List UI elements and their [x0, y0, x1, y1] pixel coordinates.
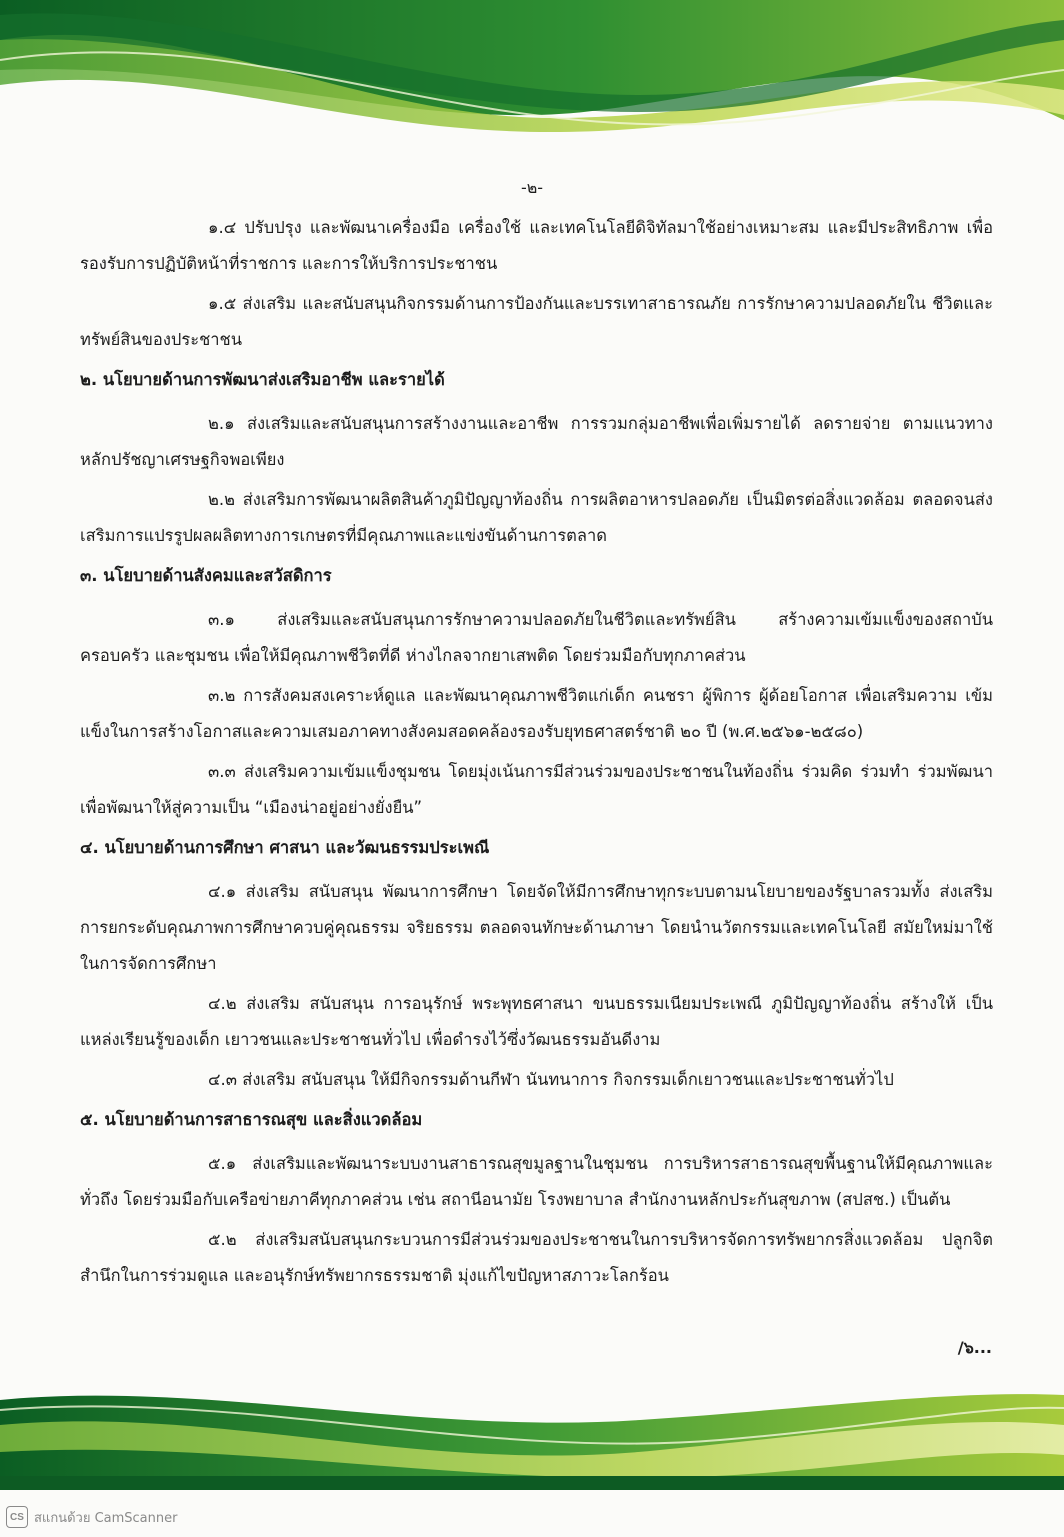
- scanner-watermark: [6, 1505, 177, 1529]
- continue-marker: /๖...: [957, 1338, 992, 1357]
- section-heading: ๒. นโยบายด้านการพัฒนาส่งเสริมอาชีพ และรายได้: [80, 370, 445, 389]
- policy-item-text: ๔.๓ ส่งเสริม สนับสนุน ให้มีกิจกรรมด้านกีฬา นันทนาการ กิจกรรมเด็กเยาวชนและประชาชนทั่วไป: [208, 1070, 894, 1089]
- policy-item: [80, 210, 993, 282]
- wave-graphic: [0, 1380, 1064, 1490]
- policy-item: [80, 874, 993, 982]
- policy-item: [80, 1062, 993, 1098]
- policy-item-text: ๓.๒ การสังคมสงเคราะห์ดูแล และพัฒนาคุณภาพชีวิตแก่เด็ก คนชรา ผู้พิการ ผู้ด้อยโอกาส เพื่อเสริมความ เข้มแข็งในการสร้างโอกาสและความเสมอภาคทางสังคมสอดคล้องรองรับยุทธศาสตร์ชาติ ๒๐ ปี (พ.ศ.๒๕๖๑-๒๕๘๐): [80, 686, 993, 741]
- document-body: [80, 210, 993, 1298]
- policy-item: [80, 406, 993, 478]
- policy-item-text: ๓.๑ ส่งเสริมและสนับสนุนการรักษาความปลอดภัยในชีวิตและทรัพย์สิน สร้างความเข้มแข็งของสถาบัน ครอบครัว และชุมชน เพื่อให้มีคุณภาพชีวิตที่ดี ห่างไกลจากยาเสพติด โดยร่วมมือกับทุกภาคส่วน: [80, 610, 993, 665]
- bottom-wave-banner: [0, 1380, 1064, 1490]
- policy-item: [80, 1222, 993, 1294]
- policy-item: [80, 1146, 993, 1218]
- wave-graphic: [0, 0, 1064, 150]
- policy-item-text: ๓.๓ ส่งเสริมความเข้มแข็งชุมชน โดยมุ่งเน้นการมีส่วนร่วมของประชาชนในท้องถิ่น ร่วมคิด ร่วมทำ ร่วมพัฒนา เพื่อพัฒนาให้สู่ความเป็น “เมืองน่าอยู่อย่างยั่งยืน”: [80, 762, 993, 817]
- policy-item-text: ๒.๑ ส่งเสริมและสนับสนุนการสร้างงานและอาชีพ การรวมกลุ่มอาชีพเพื่อเพิ่มรายได้ ลดรายจ่าย ตามแนวทางหลักปรัชญาเศรษฐกิจพอเพียง: [80, 414, 993, 469]
- top-wave-banner: [0, 0, 1064, 150]
- policy-item-text: ๒.๒ ส่งเสริมการพัฒนาผลิตสินค้าภูมิปัญญาท้องถิ่น การผลิตอาหารปลอดภัย เป็นมิตรต่อสิ่งแวดล้อม ตลอดจนส่งเสริมการแปรรูปผลผลิตทางการเกษตรที่มีคุณภาพและแข่งขันด้านการตลาด: [80, 490, 993, 545]
- policy-item-text: ๕.๑ ส่งเสริมและพัฒนาระบบงานสาธารณสุขมูลฐานในชุมชน การบริหารสาธารณสุขพื้นฐานให้มีคุณภาพและ ทั่วถึง โดยร่วมมือกับเครือข่ายภาคีทุกภาคส่วน เช่น สถานีอนามัย โรงพยาบาล สำนักงานหลักประกันสุขภาพ (สปสช.) เป็นต้น: [80, 1154, 993, 1209]
- policy-item-text: ๑.๔ ปรับปรุง และพัฒนาเครื่องมือ เครื่องใช้ และเทคโนโลยีดิจิทัลมาใช้อย่างเหมาะสม และมีประสิทธิภาพ เพื่อรองรับการปฏิบัติหน้าที่ราชการ และการให้บริการประชาชน: [80, 218, 993, 273]
- policy-item: [80, 986, 993, 1058]
- page-number: -๒-: [520, 178, 544, 197]
- policy-item-text: ๑.๕ ส่งเสริม และสนับสนุนกิจกรรมด้านการป้องกันและบรรเทาสาธารณภัย การรักษาความปลอดภัยใน ชีวิตและทรัพย์สินของประชาชน: [80, 294, 993, 349]
- policy-item: [80, 754, 993, 826]
- camscanner-logo-icon: CS: [6, 1506, 28, 1528]
- section-heading: ๓. นโยบายด้านสังคมและสวัสดิการ: [80, 566, 332, 585]
- policy-item: [80, 286, 993, 358]
- policy-item: [80, 482, 993, 554]
- section-heading: ๕. นโยบายด้านการสาธารณสุข และสิ่งแวดล้อม: [80, 1110, 423, 1129]
- watermark-text: สแกนด้วย CamScanner: [34, 1510, 178, 1526]
- policy-item-text: ๔.๒ ส่งเสริม สนับสนุน การอนุรักษ์ พระพุทธศาสนา ขนบธรรมเนียมประเพณี ภูมิปัญญาท้องถิ่น สร้างให้ เป็นแหล่งเรียนรู้ของเด็ก เยาวชนและประชาชนทั่วไป เพื่อดำรงไว้ซึ่งวัฒนธรรมอันดีงาม: [80, 994, 993, 1049]
- policy-item: [80, 678, 993, 750]
- policy-item-text: ๔.๑ ส่งเสริม สนับสนุน พัฒนาการศึกษา โดยจัดให้มีการศึกษาทุกระบบตามนโยบายของรัฐบาลรวมทั้ง ส่งเสริมการยกระดับคุณภาพการศึกษาควบคู่คุณธรรม จริยธรรม ตลอดจนทักษะด้านภาษา โดยนำนวัตกรรมและเทคโนโลยี สมัยใหม่มาใช้ในการจัดการศึกษา: [80, 882, 993, 973]
- policy-item-text: ๕.๒ ส่งเสริมสนับสนุนกระบวนการมีส่วนร่วมของประชาชนในการบริหารจัดการทรัพยากรสิ่งแวดล้อม ปลูกจิตสำนึกในการร่วมดูแล และอนุรักษ์ทรัพยากรธรรมชาติ มุ่งแก้ไขปัญหาสภาวะโลกร้อน: [80, 1230, 993, 1285]
- section-heading: ๔. นโยบายด้านการศึกษา ศาสนา และวัฒนธรรมประเพณี: [80, 838, 490, 857]
- policy-item: [80, 602, 993, 674]
